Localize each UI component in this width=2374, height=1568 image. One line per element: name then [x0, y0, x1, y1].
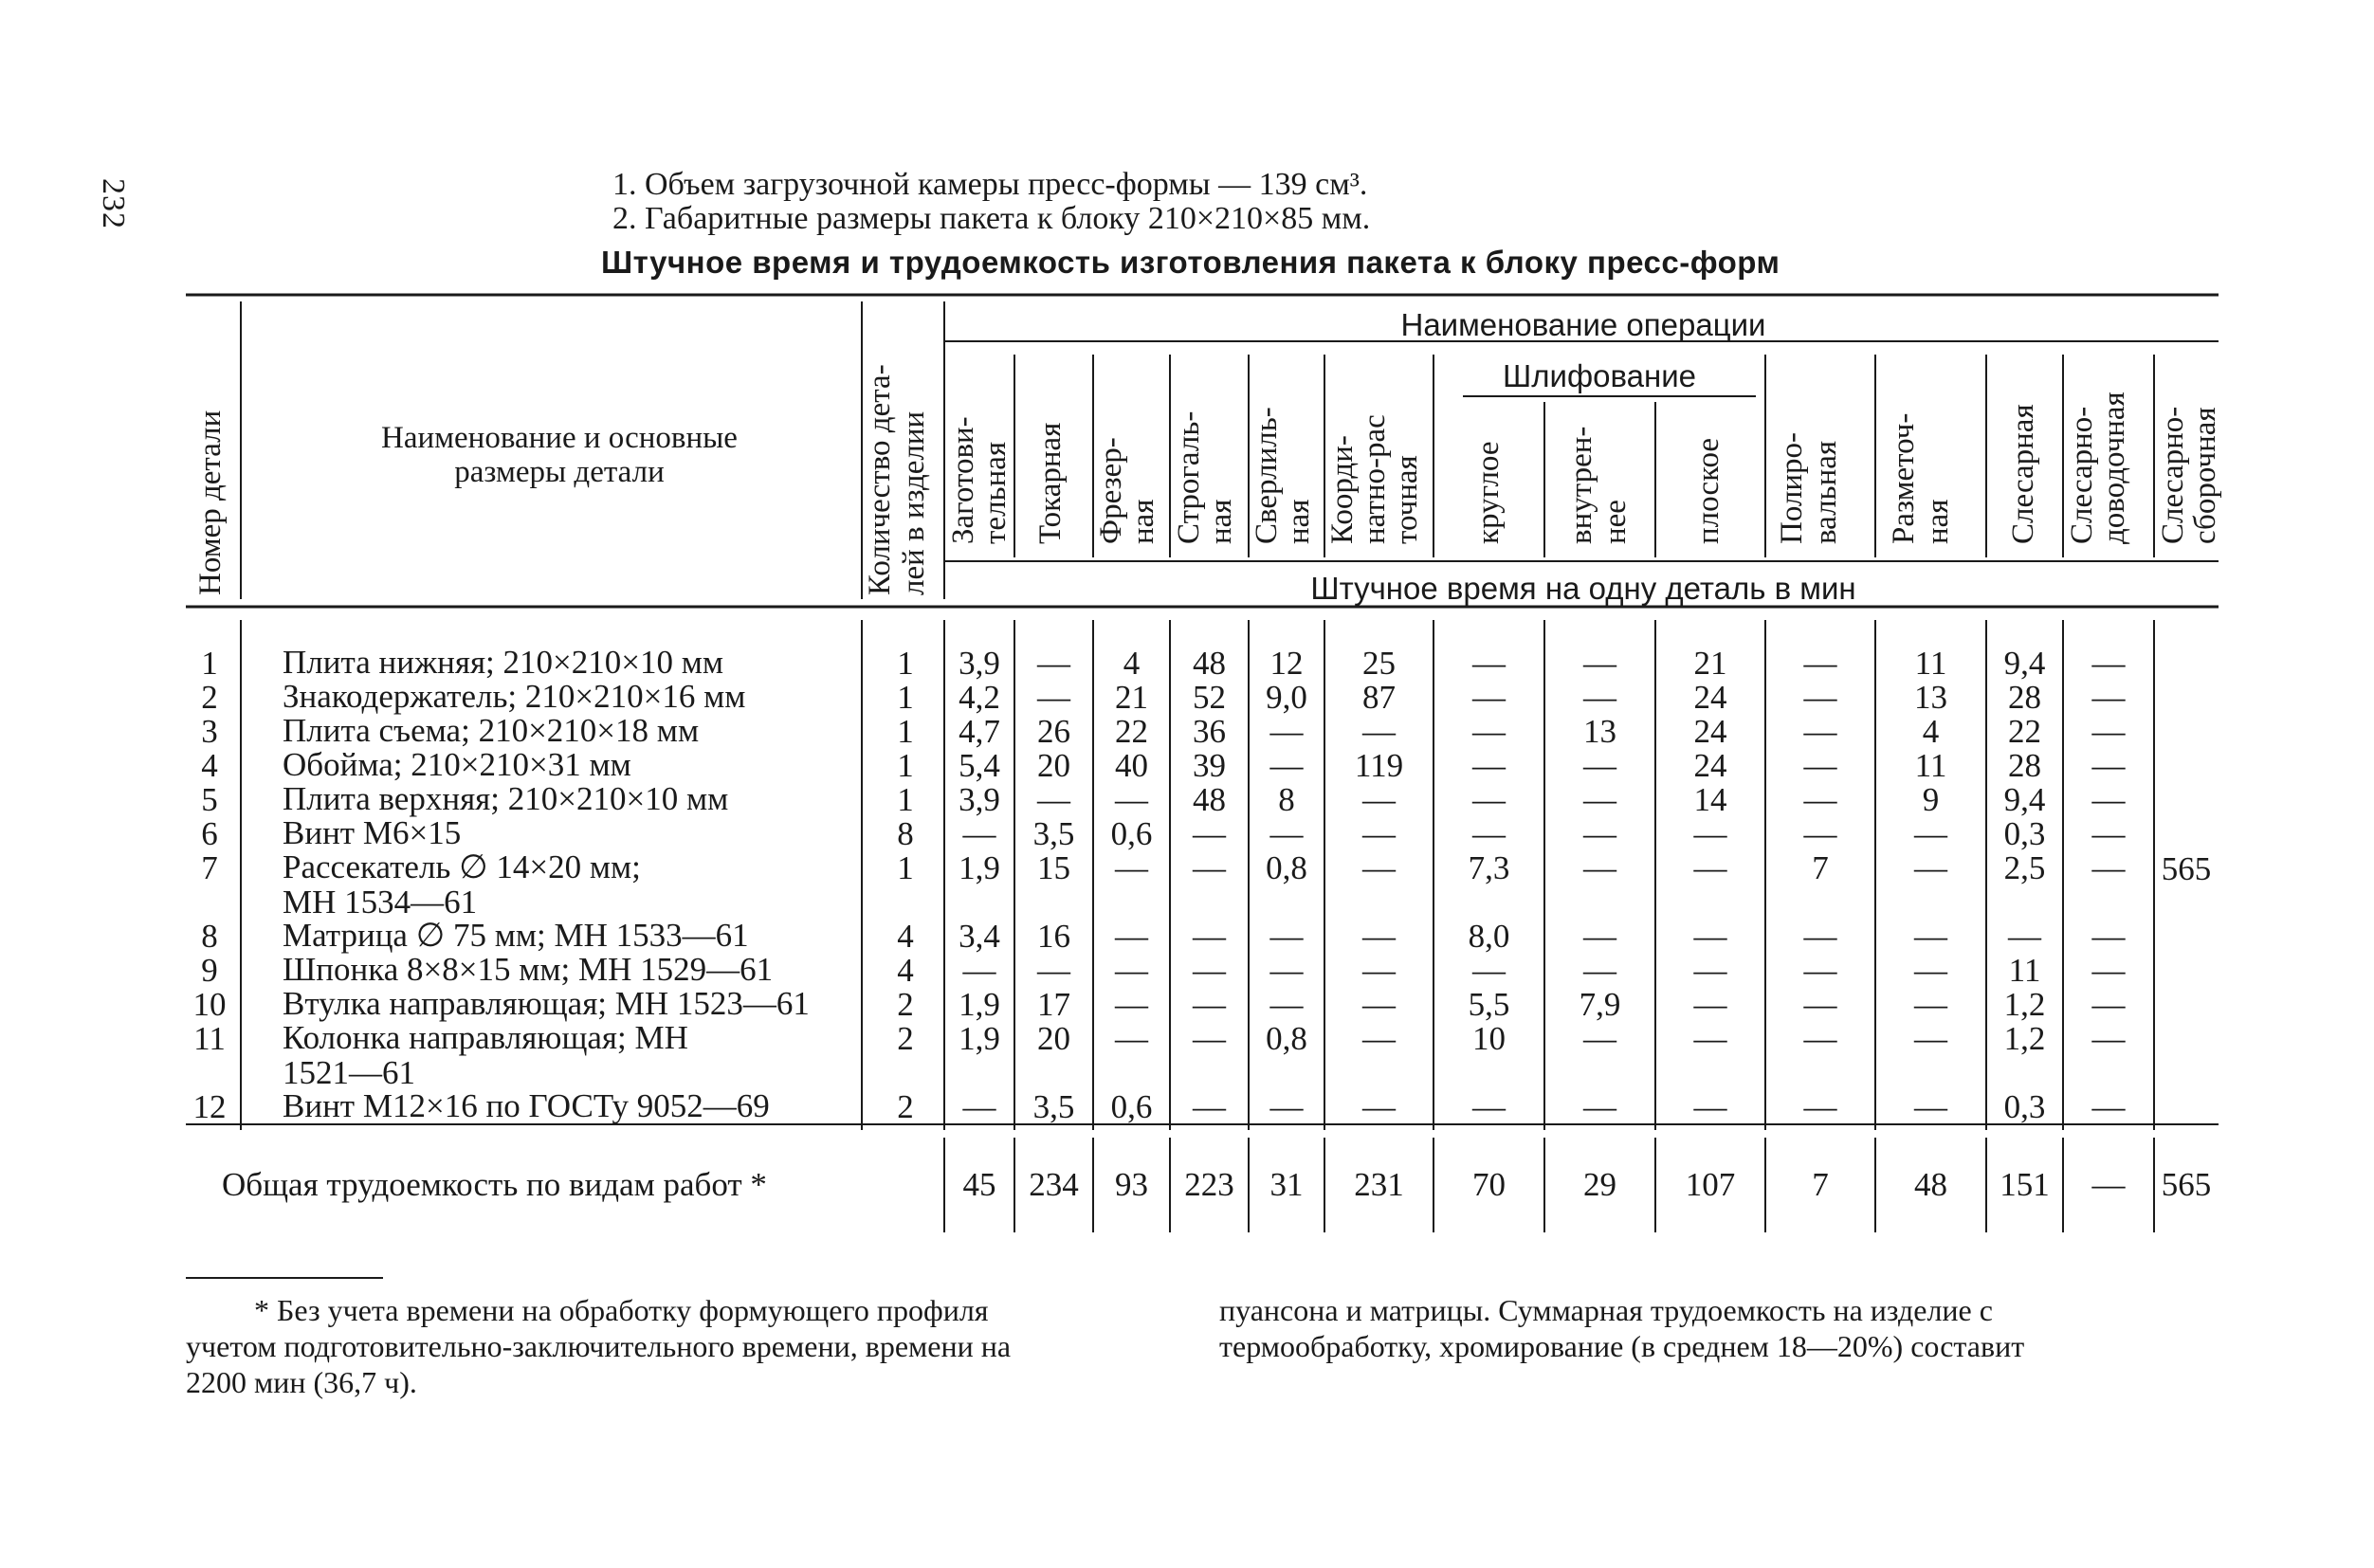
time-cell: — [962, 815, 996, 852]
time-cell: 24 [1693, 679, 1727, 716]
time-cell: 4,2 [959, 679, 1000, 716]
time-cell: — [1269, 952, 1304, 989]
total-cell: 31 [1269, 1166, 1304, 1203]
time-cell: — [1362, 781, 1396, 818]
col-vnutren-1: внутрен- [1564, 426, 1598, 544]
part-name-line: Втулка направляющая; МН 1523—61 [283, 985, 810, 1022]
col-strogal-1: Строгаль- [1172, 410, 1206, 544]
time-cell: — [1269, 1088, 1304, 1125]
time-cell: 9,0 [1266, 679, 1307, 716]
time-cell: — [1269, 986, 1304, 1023]
time-cell: 21 [1115, 679, 1148, 716]
part-name [283, 1088, 770, 1123]
time-cell: — [1803, 1020, 1837, 1057]
time-cell: — [1472, 747, 1506, 784]
time-cell: 10 [1472, 1020, 1506, 1057]
time-cell: — [1914, 1088, 1947, 1125]
row-number: 3 [201, 713, 218, 750]
time-cell: — [1115, 986, 1148, 1023]
quantity-cell: 2 [897, 1020, 914, 1057]
time-cell: — [1803, 747, 1837, 784]
time-cell: 48 [1193, 645, 1226, 682]
time-cell: — [1693, 952, 1727, 989]
time-cell: 8,0 [1468, 918, 1510, 955]
part-name-line: МН 1534—61 [283, 884, 478, 921]
time-cell: — [1362, 986, 1396, 1023]
col-slesar-sbor-1: Слесарно- [2156, 406, 2190, 544]
time-cell: — [2091, 1020, 2126, 1057]
time-cell: — [1472, 713, 1506, 750]
time-cell: — [2091, 918, 2126, 955]
time-cell: 39 [1193, 747, 1226, 784]
quantity-cell: 2 [897, 1088, 914, 1125]
time-cell: 87 [1362, 679, 1396, 716]
quantity-cell: 1 [897, 645, 914, 682]
time-cell: 7,3 [1468, 849, 1510, 886]
time-cell: — [1362, 1020, 1396, 1057]
total-cell: 151 [2000, 1166, 2050, 1203]
time-cell: 3,5 [1032, 1088, 1075, 1125]
time-cell: 3,9 [959, 781, 1000, 818]
time-cell: — [1115, 781, 1148, 818]
time-cell: — [1115, 1020, 1148, 1057]
time-cell: — [2091, 679, 2126, 716]
time-cell: — [2091, 952, 2126, 989]
time-cell: 3,9 [959, 645, 1000, 682]
time-cell: — [1269, 918, 1304, 955]
time-cell: 28 [2008, 747, 2041, 784]
col-strogal-2: ная [1204, 499, 1238, 544]
row-number: 7 [201, 849, 218, 886]
col-tokarnaya: Токарная [1033, 422, 1068, 544]
time-cell: 13 [1583, 713, 1616, 750]
part-name-line: Плита съема; 210×210×18 мм [283, 712, 700, 749]
total-cell: 93 [1115, 1166, 1148, 1203]
time-cell: 21 [1693, 645, 1727, 682]
time-cell: 4 [1123, 645, 1141, 682]
quantity-cell: 2 [897, 986, 914, 1023]
time-cell: — [1037, 679, 1070, 716]
time-cell: — [1269, 815, 1304, 852]
time-cell: — [1193, 952, 1226, 989]
total-cell: 48 [1914, 1166, 1947, 1203]
quantity-cell: 1 [897, 679, 914, 716]
time-cell: — [2091, 645, 2126, 682]
time-cell: 5,4 [959, 747, 1000, 784]
time-cell: — [1803, 1088, 1837, 1125]
time-cell: — [1472, 1088, 1506, 1125]
total-cell: 234 [1029, 1166, 1079, 1203]
total-cell: — [2091, 1166, 2126, 1203]
quantity-cell: 1 [897, 713, 914, 750]
time-cell: — [1115, 952, 1148, 989]
time-cell: 13 [1914, 679, 1947, 716]
quantity-cell: 4 [897, 952, 914, 989]
time-cell: — [1914, 1020, 1947, 1057]
time-cell: 1,9 [959, 1020, 1000, 1057]
time-cell: 20 [1037, 747, 1070, 784]
time-cell: — [1472, 815, 1506, 852]
footnote-line-5: термообработку, хромирование (в среднем 18—20%) составит [1219, 1329, 2025, 1363]
time-cell: — [1803, 918, 1837, 955]
time-cell: — [1193, 1088, 1226, 1125]
quantity-cell: 8 [897, 815, 914, 852]
time-cell: 17 [1037, 986, 1070, 1023]
time-cell: — [1693, 815, 1727, 852]
total-cell: 29 [1583, 1166, 1616, 1203]
quantity-cell: 4 [897, 918, 914, 955]
note-1: 1. Объем загрузочной камеры пресс-формы — 139 см³. [612, 167, 1368, 202]
time-cell: 26 [1037, 713, 1070, 750]
note-2: 2. Габаритные размеры пакета к блоку 210×210×85 мм. [612, 201, 1371, 236]
part-name [283, 815, 461, 850]
header-part-name-1: Наименование и основные [381, 421, 738, 455]
col-koord-3: точная [1390, 455, 1424, 544]
part-name [283, 952, 773, 987]
row-number: 9 [201, 952, 218, 989]
time-cell: 2,5 [2003, 849, 2046, 886]
time-cell: 4,7 [959, 713, 1000, 750]
total-cell: 45 [962, 1166, 996, 1203]
row-number: 1 [201, 645, 218, 682]
time-cell: 11 [2008, 952, 2041, 989]
time-cell: — [1693, 849, 1727, 886]
row-number: 11 [193, 1020, 226, 1057]
time-cell: — [1803, 713, 1837, 750]
time-cell: — [2091, 747, 2126, 784]
header-grinding: Шлифование [1503, 358, 1696, 393]
time-cell: — [1583, 679, 1616, 716]
time-cell: 1,9 [959, 986, 1000, 1023]
col-sverlil-2: ная [1282, 499, 1316, 544]
col-ploskoe: плоское [1691, 437, 1726, 544]
part-name [283, 781, 728, 816]
time-cell: — [2091, 986, 2126, 1023]
time-cell: — [1914, 918, 1947, 955]
time-cell: — [1583, 849, 1616, 886]
part-name-line: Плита верхняя; 210×210×10 мм [283, 780, 729, 817]
header-time-unit: Штучное время на одну деталь в мин [1310, 571, 1856, 606]
time-cell: 119 [1354, 747, 1404, 784]
row-number: 12 [192, 1088, 227, 1125]
time-cell: — [1803, 952, 1837, 989]
time-cell: 7 [1812, 849, 1829, 886]
assembly-value: 565 [2161, 850, 2212, 887]
time-cell: — [1269, 747, 1304, 784]
part-name-line: 1521—61 [283, 1054, 415, 1091]
time-cell: 9 [1922, 781, 1940, 818]
time-cell: — [2091, 781, 2126, 818]
time-cell: — [1472, 679, 1506, 716]
total-cell: 223 [1184, 1166, 1234, 1203]
time-cell: — [1472, 645, 1506, 682]
time-cell: — [1037, 645, 1070, 682]
time-cell: 7,9 [1579, 986, 1621, 1023]
part-name [283, 645, 723, 680]
time-cell: — [1583, 781, 1616, 818]
time-cell: — [1037, 781, 1070, 818]
time-cell: — [1914, 952, 1947, 989]
time-cell: 1,9 [959, 849, 1000, 886]
row-number: 10 [192, 986, 227, 1023]
col-frezer-2: ная [1126, 499, 1160, 544]
part-name-line: Винт М6×15 [283, 814, 462, 851]
time-cell: 0,8 [1266, 1020, 1307, 1057]
part-name-line: Рассекатель ∅ 14×20 мм; [283, 848, 641, 885]
header-operations: Наименование операции [1400, 307, 1766, 342]
time-cell: — [962, 1088, 996, 1125]
part-name-line: Матрица ∅ 75 мм; МН 1533—61 [283, 917, 749, 954]
row-number: 4 [201, 747, 218, 784]
time-cell: 40 [1115, 747, 1148, 784]
col-frezer-1: Фрезер- [1094, 437, 1128, 544]
time-cell: — [1803, 645, 1837, 682]
time-cell: — [1362, 815, 1396, 852]
col-zagotov-1: Заготови- [946, 416, 980, 544]
total-cell: 70 [1472, 1166, 1506, 1203]
time-cell: 15 [1037, 849, 1070, 886]
time-cell: 52 [1193, 679, 1226, 716]
col-razmet-2: ная [1921, 499, 1955, 544]
time-cell: — [1583, 747, 1616, 784]
part-name-line: Знакодержатель; 210×210×16 мм [283, 678, 746, 715]
time-cell: — [1193, 918, 1226, 955]
time-cell: — [1583, 815, 1616, 852]
part-name [283, 918, 749, 953]
time-cell: — [1693, 986, 1727, 1023]
col-slesar: Слесарная [2006, 404, 2040, 544]
time-cell: 14 [1693, 781, 1727, 818]
time-cell: 3,5 [1032, 815, 1075, 852]
time-cell: — [1693, 918, 1727, 955]
time-cell: — [1803, 815, 1837, 852]
part-name [283, 747, 631, 782]
row-number: 6 [201, 815, 218, 852]
time-cell: 0,8 [1266, 849, 1307, 886]
col-sverlil-1: Сверлиль- [1250, 407, 1284, 544]
time-cell: — [2091, 1088, 2126, 1125]
time-cell: 28 [2008, 679, 2041, 716]
time-cell: 0,3 [2003, 815, 2046, 852]
time-cell: — [1362, 952, 1396, 989]
time-cell: 5,5 [1468, 986, 1510, 1023]
time-cell: — [1914, 815, 1947, 852]
col-vnutren-2: нее [1598, 500, 1633, 544]
time-cell: 24 [1693, 713, 1727, 750]
row-number: 8 [201, 918, 218, 955]
time-cell: — [1472, 781, 1506, 818]
time-cell: 9,4 [2003, 781, 2046, 818]
total-cell: 231 [1354, 1166, 1404, 1203]
time-cell: — [1193, 986, 1226, 1023]
time-cell: — [1583, 1020, 1616, 1057]
footnote-line-4: пуансона и матрицы. Суммарная трудоемкость на изделие с [1219, 1293, 1993, 1327]
quantity-cell: 1 [897, 849, 914, 886]
time-cell: — [1693, 1020, 1727, 1057]
time-cell: 48 [1193, 781, 1226, 818]
page-number: 232 [96, 178, 131, 229]
time-cell: 8 [1278, 781, 1295, 818]
time-cell: — [1193, 1020, 1226, 1057]
col-zagotov-2: тельная [978, 441, 1013, 544]
footnote-line-1: * Без учета времени на обработку формующего профиля [254, 1293, 989, 1327]
part-name-line: Шпонка 8×8×15 мм; МН 1529—61 [283, 951, 774, 988]
row-number: 2 [201, 679, 218, 716]
time-cell: — [2091, 713, 2126, 750]
time-cell: 22 [1115, 713, 1148, 750]
time-cell: 36 [1193, 713, 1226, 750]
col-polir-1: Полиро- [1775, 431, 1809, 544]
time-cell: — [1583, 918, 1616, 955]
time-cell: 22 [2008, 713, 2041, 750]
col-razmet-1: Разметоч- [1887, 412, 1921, 544]
time-cell: 0,6 [1110, 815, 1153, 852]
row-number: 5 [201, 781, 218, 818]
col-koord-1: Коорди- [1325, 435, 1360, 544]
part-name [283, 1020, 688, 1090]
time-cell: 11 [1914, 747, 1947, 784]
part-name [283, 713, 699, 748]
header-quantity-1: Количество дета- [863, 364, 897, 595]
time-cell: — [1193, 849, 1226, 886]
part-name-line: Винт М12×16 по ГОСТу 9052—69 [283, 1087, 770, 1124]
time-cell: 0,6 [1110, 1088, 1153, 1125]
part-name-line: Обойма; 210×210×31 мм [283, 746, 631, 783]
time-cell: — [1269, 713, 1304, 750]
time-cell: — [1914, 849, 1947, 886]
time-cell: — [1693, 1088, 1727, 1125]
time-cell: — [1803, 986, 1837, 1023]
col-koord-2: натно-рас [1358, 414, 1392, 544]
time-cell: 16 [1037, 918, 1070, 955]
time-cell: — [1115, 849, 1148, 886]
time-cell: 1,2 [2003, 986, 2046, 1023]
header-quantity-2: лей в изделии [897, 410, 931, 595]
header-part-number: Номер детали [193, 410, 228, 595]
time-cell: — [1803, 781, 1837, 818]
time-cell: — [962, 952, 996, 989]
time-cell: 9,4 [2003, 645, 2046, 682]
col-slesar-dov-2: доводочная [2097, 392, 2131, 544]
total-label: Общая трудоемкость по видам работ * [222, 1166, 767, 1203]
time-cell: 4 [1922, 713, 1940, 750]
header-part-name-2: размеры детали [454, 455, 665, 489]
time-cell: — [2091, 815, 2126, 852]
time-cell: — [1037, 952, 1070, 989]
time-cell: — [1472, 952, 1506, 989]
time-cell: 3,4 [959, 918, 1000, 955]
total-cell: 107 [1685, 1166, 1736, 1203]
time-cell: — [2008, 918, 2041, 955]
time-cell: 0,3 [2003, 1088, 2046, 1125]
time-cell: — [1803, 679, 1837, 716]
time-cell: 25 [1362, 645, 1396, 682]
total-cell: 7 [1812, 1166, 1829, 1203]
col-slesar-dov-1: Слесарно- [2065, 406, 2099, 544]
time-cell: — [1193, 815, 1226, 852]
part-name [283, 849, 641, 920]
time-cell: — [1914, 986, 1947, 1023]
time-cell: 20 [1037, 1020, 1070, 1057]
time-cell: — [1583, 645, 1616, 682]
time-cell: 24 [1693, 747, 1727, 784]
col-polir-2: вальная [1809, 440, 1843, 544]
time-cell: — [1362, 1088, 1396, 1125]
time-cell: — [1362, 918, 1396, 955]
footnote-line-2: учетом подготовительно-заключительного времени, времени на [186, 1329, 1012, 1363]
time-cell: — [2091, 849, 2126, 886]
part-name [283, 679, 745, 714]
total-cell: 565 [2161, 1166, 2212, 1203]
time-cell: — [1362, 849, 1396, 886]
col-slesar-sbor-2: сборочная [2188, 407, 2222, 544]
table-title: Штучное время и трудоемкость изготовления пакета к блоку пресс-форм [601, 245, 1780, 280]
time-cell: — [1362, 713, 1396, 750]
time-cell: — [1583, 952, 1616, 989]
col-krugloe: круглое [1471, 441, 1506, 544]
part-name-line: Плита нижняя; 210×210×10 мм [283, 644, 724, 681]
time-cell: 12 [1269, 645, 1304, 682]
time-cell: — [1583, 1088, 1616, 1125]
part-name [283, 986, 810, 1021]
time-cell: 1,2 [2003, 1020, 2046, 1057]
part-name-line: Колонка направляющая; МН [283, 1019, 688, 1056]
time-cell: 11 [1914, 645, 1947, 682]
quantity-cell: 1 [897, 781, 914, 818]
time-cell: — [1115, 918, 1148, 955]
quantity-cell: 1 [897, 747, 914, 784]
footnote-line-3: 2200 мин (36,7 ч). [186, 1365, 417, 1399]
